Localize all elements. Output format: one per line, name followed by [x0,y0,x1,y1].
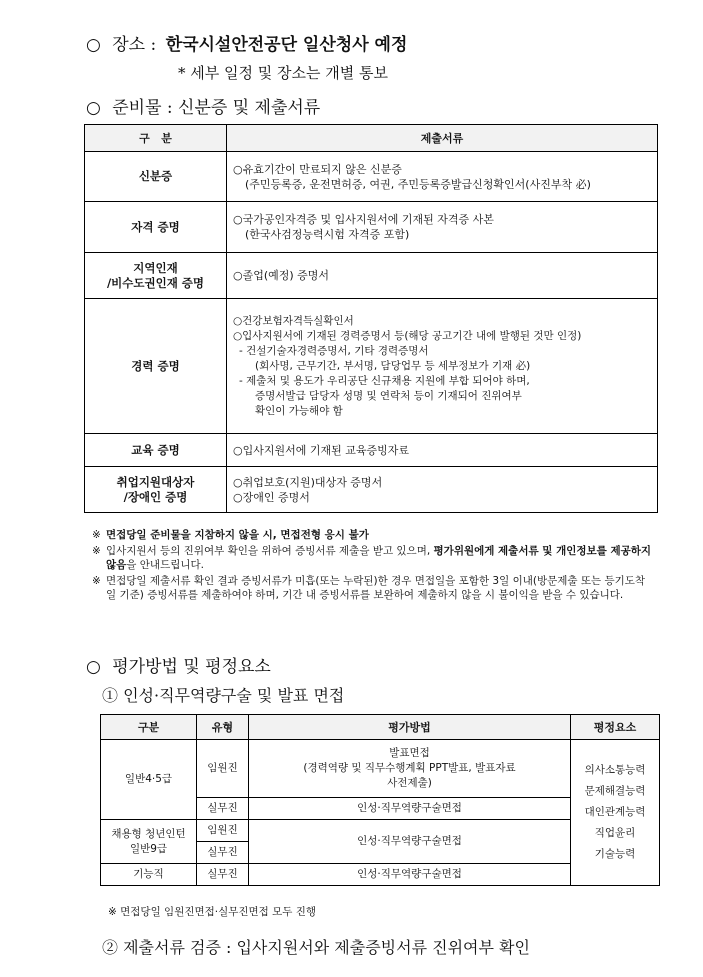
eval-type-staff: 실무진 [197,842,249,864]
notes [92,528,652,604]
row-category: 취업지원대상자 /장애인 증명 [85,467,227,513]
eval-header-method: 평가방법 [249,715,571,740]
row-category: 신분증 [85,152,227,202]
eval-method-interview: 인성·직무역량구술면접 [249,820,571,864]
note-1: ※ 면접당일 준비물을 지참하지 않을 시, 면접전형 응시 불가 [92,529,369,541]
items-heading [86,93,320,118]
row-docs: ○졸업(예정) 증명서 [227,253,658,299]
evaluation-heading-text: 평가방법 및 평정요소 [112,657,271,677]
note-3: ※ 면접당일 제출서류 확인 결과 증빙서류가 미흡(또는 누락된)한 경우 면접일을 포함한 3일 이내(방문제출 또는 등기도착일 기준) 증빙서류를 제출하여야 하며, 기간 내 증빙서류를 보완하여 제출하지 않을 시 불이익을 받을 수 있습니다. [92,574,646,601]
row-docs: ○국가공인자격증 및 입사지원서에 기재된 자격증 사본 (한국사검정능력시험 자격증 포함) [227,202,658,253]
eval-type-exec: 임원진 [197,820,249,842]
docs-table [84,124,658,513]
eval-header-category: 구분 [101,715,197,740]
items-bullet: ○ [86,98,101,118]
eval-method-interview: 인성·직무역량구술면접 [249,864,571,886]
table-row [85,299,658,434]
docs-header-docs: 제출서류 [227,125,658,152]
venue-bullet: ○ [86,35,101,55]
row-category: 자격 증명 [85,202,227,253]
eval-group-3: 기능직 [101,864,197,886]
eval-method-presentation: 발표면접 (경력역량 및 직무수행계획 PPT발표, 발표자료 사전제출) [249,740,571,798]
evaluation-bullet: ○ [86,657,101,677]
evaluation-heading [86,652,271,677]
venue-line [86,30,407,55]
evaluation-table-note: ※ 면접당일 임원진면접·실무진면접 모두 진행 [108,906,317,918]
row-docs: ○건강보험자격득실확인서 ○입사지원서에 기재된 경력증명서 등(해당 공고기간 내에 발행된 것만 인정) - 건설기술자경력증명서, 기타 경력증명서 (회사명, 근무기간, 부서명, 담당업무 등 세부정보가 기재 必) - 제출처 및 용도가 우리공단 신규채용 지원에 부합 되어야 하며, 증명서발급 담당자 성명 및 연락처 등이 기재되어 진위여부 확인이 가능해야 함 [227,299,658,434]
table-row [101,740,660,798]
items-heading-text: 준비물 : 신분증 및 제출서류 [112,98,321,118]
row-docs: ○유효기간이 만료되지 않은 신분증 (주민등록증, 운전면허증, 여권, 주민등록증발급신청확인서(사진부착 必) [227,152,658,202]
note-2: ※ 입사지원서 등의 진위여부 확인을 위하여 증빙서류 제출을 받고 있으며, 평가위원에게 제출서류 및 개인정보를 제공하지 않음을 안내드립니다. [92,544,652,571]
docs-header-category: 구 분 [85,125,227,152]
row-category: 교육 증명 [85,434,227,467]
row-docs: ○입사지원서에 기재된 교육증빙자료 [227,434,658,467]
table-row [85,202,658,253]
eval-type-staff: 실무진 [197,798,249,820]
venue-label: 장소 : [112,35,157,55]
evaluation-sub2: ② 제출서류 검증 : 입사지원서와 제출증빙서류 진위여부 확인 [102,938,530,957]
eval-group-2: 채용형 청년인턴 일반9급 [101,820,197,864]
eval-type-staff: 실무진 [197,864,249,886]
row-category: 지역인재 /비수도권인재 증명 [85,253,227,299]
eval-header-type: 유형 [197,715,249,740]
row-docs: ○취업보호(지원)대상자 증명서 ○장애인 증명서 [227,467,658,513]
eval-header-factors: 평정요소 [571,715,660,740]
eval-method-interview: 인성·직무역량구술면접 [249,798,571,820]
evaluation-table [100,714,660,886]
row-category: 경력 증명 [85,299,227,434]
eval-type-exec: 임원진 [197,740,249,798]
table-row [85,253,658,299]
table-row [85,467,658,513]
evaluation-sub1: ① 인성·직무역량구술 및 발표 면접 [102,686,345,705]
eval-factors: 의사소통능력 문제해결능력 대인관계능력 직업윤리 기술능력 [571,740,660,886]
table-row [85,434,658,467]
table-row [85,152,658,202]
venue-sub: * 세부 일정 및 장소는 개별 통보 [178,64,388,82]
venue-value: 한국시설안전공단 일산청사 예정 [165,35,408,55]
eval-group-1: 일반4·5급 [101,740,197,820]
